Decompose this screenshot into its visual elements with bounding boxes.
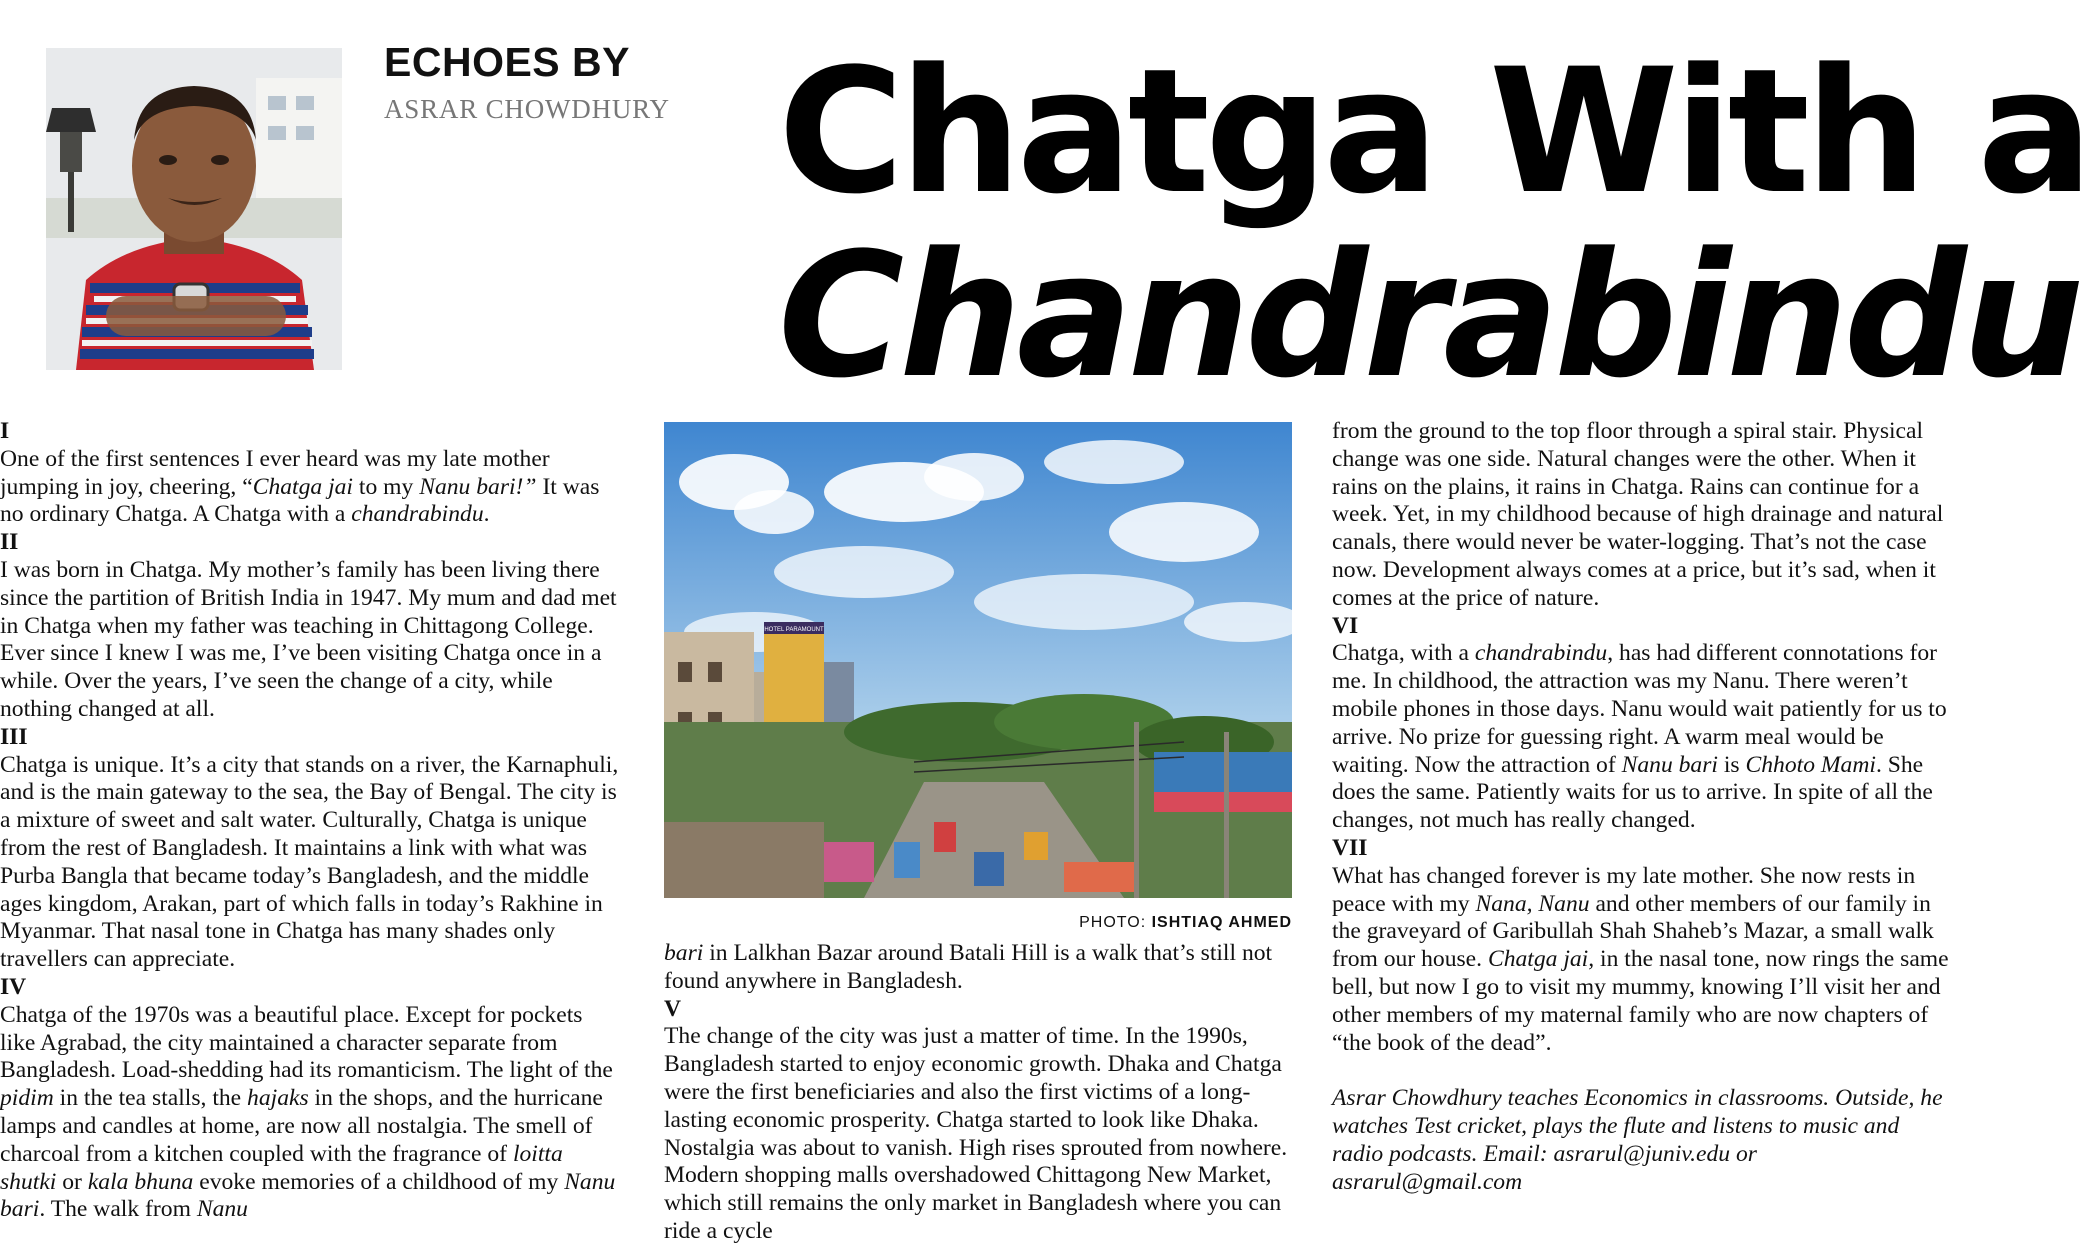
paragraph: What has changed forever is my late mother. She now rests in peace with my Nana, Nanu and other members of our family in the graveyard of Garibullah Shah Shaheb’s Mazar, a small walk from our house. Chatga jai, in the nasal tone, now rings the same bell, but now I go to visit my mummy, knowing I’ll visit her and other members of my maternal family who are now chapters of “the book of the dead”. [1332,862,1949,1056]
headline [778,31,2088,416]
article-column-2 [664,940,1290,1254]
section-heading: I [0,418,10,444]
paragraph: One of the first sentences I ever heard was my late mother jumping in joy, cheering, “Chatga jai to my Nanu bari!” It was no ordinary Chatga. A Chatga with a chandrabindu. [0,445,600,528]
headline-line-1: Chatga With a [778,31,2088,232]
article-column-1 [0,418,622,1254]
author-portrait [46,48,342,370]
section-heading: V [664,995,682,1022]
author-bio: Asrar Chowdhury teaches Economics in classrooms. Outside, he watches Test cricket, plays the flute and listens to music and radio podcasts. Email: asrarul@juniv.edu or asrarul@gmail.com [1332,1085,1943,1195]
byline [384,38,670,126]
paragraph: I was born in Chatga. My mother’s family has been living there since the partition of British India in 1947. My mum and dad met in Chatga when my father was teaching in Chittagong College. Ever since I knew I was me, I’ve been visiting Chatga once in a while. Over the years, I’ve seen the change of a city, while nothing changed at all. [0,556,617,722]
paragraph: The change of the city was just a matter of time. In the 1990s, Bangladesh started to enjoy economic growth. Dhaka and Chatga were the first beneficiaries and also the first victims of a long-lasting economic prosperity. Chatga started to look like Dhaka. Nostalgia was about to vanish. High rises sprouted from nowhere. Modern shopping malls overshadowed Chittagong New Market, which still remains the only market in Bangladesh where you can ride a cycle [664,1023,1288,1244]
street-photo [664,422,1292,898]
paragraph: Chatga, with a chandrabindu, has had different connotations for me. In childhood, the attraction was my Nanu. There weren’t mobile phones in those days. Nanu would wait patiently for us to arrive. No prize for guessing right. A warm meal would be waiting. Now the attraction of Nanu bari is Chhoto Mami. She does the same. Patiently waits for us to arrive. In spite of all the changes, not much has really changed. [1332,640,1947,834]
photo-credit: PHOTO: ISHTIAQ AHMED [1079,914,1292,931]
hotel-sign: HOTEL PARAMOUNT [764,627,824,633]
author-name: ASRAR CHOWDHURY [384,94,670,124]
article-column-3 [1332,418,1950,1254]
section-heading: IV [0,973,27,1000]
headline-line-2: Chandrabindu [778,215,2080,416]
column-label: ECHOES BY [384,39,630,85]
section-heading: VII [1332,834,1368,861]
paragraph: Chatga is unique. It’s a city that stands on a river, the Karnaphuli, and is the main gateway to the sea, the Bay of Bengal. The city is a mixture of sweet and salt water. Culturally, Chatga is unique from the rest of Bangladesh. It maintains a link with what was Purba Bangla that became today’s Bangladesh, and the middle ages kingdom, Arakan, part of which falls in today’s Rakhine in Myanmar. That nasal tone in Chatga has many shades only travellers can appreciate. [0,751,619,973]
section-heading: VI [1332,612,1359,639]
paragraph: bari in Lalkhan Bazar around Batali Hill is a walk that’s still not found anywhere in Bangladesh. [664,940,1273,994]
section-heading: III [0,723,28,750]
paragraph: Chatga of the 1970s was a beautiful place. Except for pockets like Agrabad, the city maintained a character separate from Bangladesh. Load-shedding had its romanticism. The light of the pidim in the tea stalls, the hajaks in the shops, and the hurricane lamps and candles at home, are now all nostalgia. The smell of charcoal from a kitchen coupled with the fragrance of loitta shutki or kala bhuna evoke memories of a childhood of my Nanu bari. The walk from Nanu [0,1001,616,1223]
section-heading: II [0,529,19,556]
paragraph: from the ground to the top floor through a spiral stair. Physical change was one side. Natural changes were the other. When it rains on the plains, it rains in Chatga. Rains can continue for a week. Yet, in my childhood because of high drainage and natural canals, there would never be water-logging. That’s not the case now. Development always comes at a price, but it’s sad, when it comes at the price of nature. [1332,418,1944,611]
